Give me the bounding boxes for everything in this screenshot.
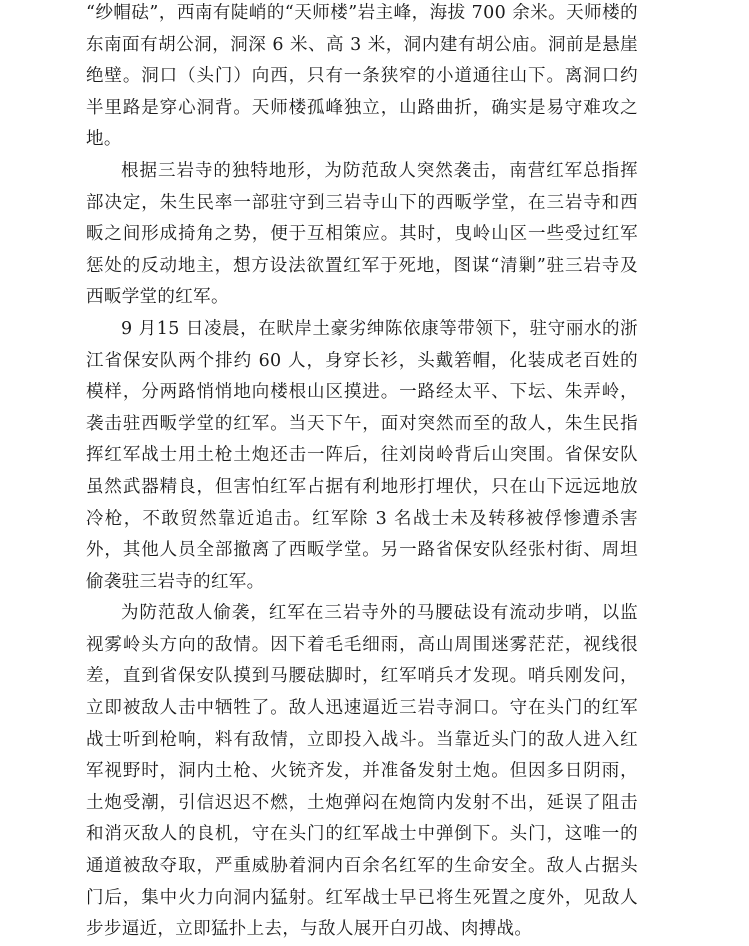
paragraph-1: “纱帽砝”，西南有陡峭的“天师楼”岩主峰，海拔 700 余米。天师楼的东南面有胡公洞，洞深 6 米、高 3 米，洞内建有胡公庙。洞前是悬崖绝壁。洞口（头门）向西，只有一条狭窄的小道通往山下。离洞口约半里路是穿心洞背。天师楼孤峰独立，山路曲折，确实是易守难攻之地。 <box>86 3 638 150</box>
paragraph-3: 9 月15 日凌晨，在畎岸土豪劣绅陈依康等带领下，驻守丽水的浙江省保安队两个排约 60 人，身穿长衫，头戴箬帽，化装成老百姓的模样，分两路悄悄地向楼根山区摸进。一路经太平、下坛、朱弄岭，袭击驻西畈学堂的红军。当天下午，面对突然而至的敌人，朱生民指挥红军战士用土枪土炮还击一阵后，往刘岗岭背后山突围。省保安队虽然武器精良，但害怕红军占据有利地形打埋伏，只在山下远远地放冷枪，不敢贸然靠近追击。红军除 3 名战士未及转移被俘惨遭杀害外，其他人员全部撤离了西畈学堂。另一路省保安队经张村街、周坦偷袭驻三岩寺的红军。 <box>86 318 638 592</box>
paragraph-4: 为防范敌人偷袭，红军在三岩寺外的马腰砝设有流动步哨，以监视雾岭头方向的敌情。因下着毛毛细雨，高山周围迷雾茫茫，视线很差，直到省保安队摸到马腰砝脚时，红军哨兵才发现。哨兵刚发问，立即被敌人击中牺牲了。敌人迅速逼近三岩寺洞口。守在头门的红军战士听到枪响，料有敌情，立即投入战斗。当靠近头门的敌人进入红军视野时，洞内土枪、火铳齐发，并准备发射土炮。但因多日阴雨，土炮受潮，引信迟迟不燃，土炮弹闷在炮筒内发射不出，延误了阻击和消灭敌人的良机，守在头门的红军战士中弹倒下。头门，这唯一的通道被敌夺取，严重威胁着洞内百余名红军的生命安全。敌人占据头门后，集中火力向洞内猛射。红军战士早已将生死置之度外，见敌人步步逼近，立即猛扑上去，与敌人展开白刃战、肉搏战。 <box>86 603 638 940</box>
document-body <box>86 0 638 946</box>
paragraph-2: 根据三岩寺的独特地形，为防范敌人突然袭击，南营红军总指挥部决定，朱生民率一部驻守到三岩寺山下的西畈学堂，在三岩寺和西畈之间形成掎角之势，便于互相策应。其时，曳岭山区一些受过红军惩处的反动地主，想方设法欲置红军于死地，图谋“清剿”驻三岩寺及西畈学堂的红军。 <box>86 160 638 308</box>
